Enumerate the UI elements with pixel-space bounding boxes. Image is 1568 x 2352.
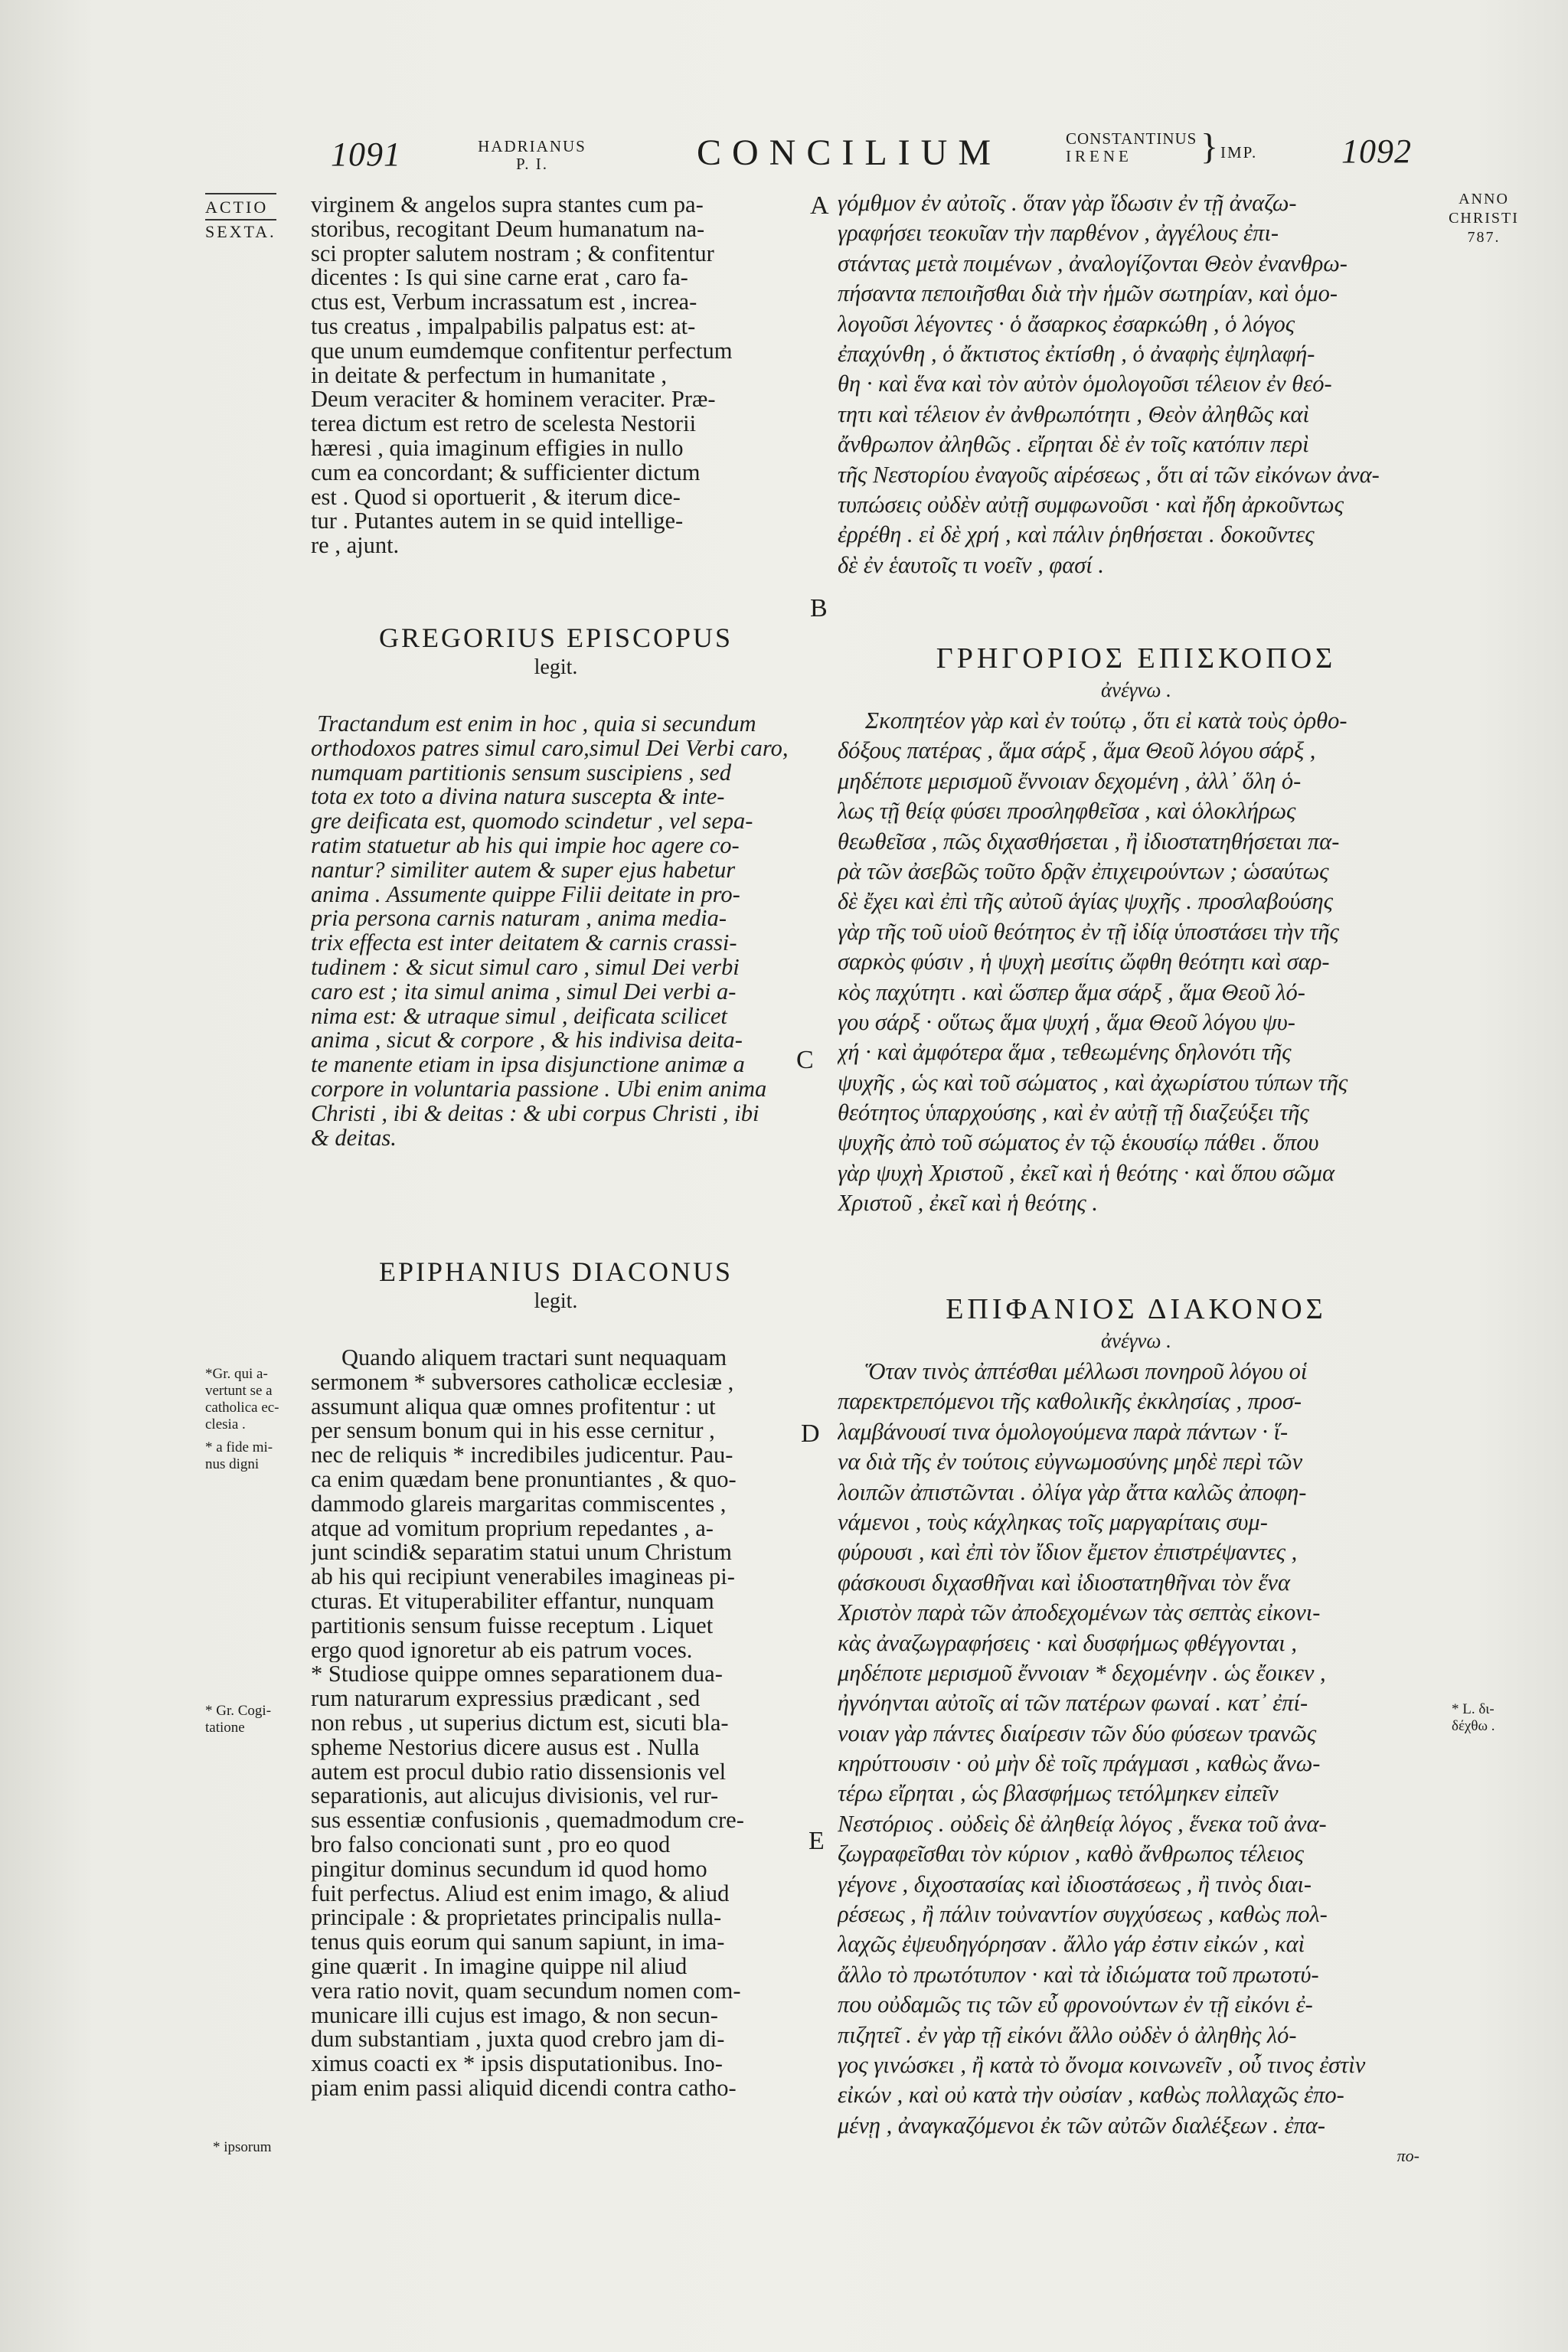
text-line: χή · καὶ ἀμφότερα ἅμα , τεθεωμένης δηλονότι τῆς	[838, 1039, 1292, 1066]
text-line: cturas. Et vituperabiliter effantur, nunquam	[311, 1589, 714, 1614]
text-line: cum ea concordant; & sufficienter dictum	[311, 460, 701, 485]
text-line: γος γινώσκει , ἢ κατὰ τὸ ὄνομα κοινωνεῖν , οὗ τινος ἐστὶν	[838, 2051, 1366, 2078]
text-line: τυπώσεις οὐδὲν αὐτῇ συμφωνοῦσι · καὶ ἤδη ἀρκοῦντως	[838, 491, 1344, 518]
text-line: autem est procul dubio ratio dissensionis vel	[311, 1759, 727, 1785]
anno-line: CHRISTI	[1449, 210, 1519, 227]
text-line: storibus, recogitant Deum humanatum na-	[311, 217, 705, 242]
text-line: vera ratio novit, quam secundum nomen com-	[311, 1978, 741, 2004]
header-irene: IRENE	[1066, 147, 1132, 165]
text-line: tudinem : & sicut simul caro , simul Dei verbi	[311, 955, 740, 980]
text-line: να διὰ τῆς ἐν τούτοις εὐγνωμοσύνης μηδὲ περὶ τῶν	[838, 1449, 1303, 1475]
text-line: ἄνθρωπον ἀληθῶς . εἴρηται δὲ ἐν τοῖς κατόπιν περὶ	[838, 431, 1309, 458]
subheading-epiphanius-latin: legit.	[534, 1289, 578, 1313]
text-line: sus essentiæ confusionis , quemadmodum cre-	[311, 1808, 744, 1833]
header-emperors	[1066, 130, 1202, 165]
text-line: λοιπῶν ἀπιστῶνται . ὀλίγα γὰρ ἄττα καλῶς ἀποφη-	[838, 1478, 1307, 1505]
text-line: δόξους πατέρας , ἅμα σάρξ , ἅμα Θεοῦ λόγου σάρξ ,	[838, 737, 1316, 764]
margin-note-right	[1452, 1701, 1494, 1735]
text-line: municare illi cujus est imago, & non secun-	[311, 2003, 718, 2028]
text-line: μηδέποτε μερισμοῦ ἔννοιαν δεχομένη , ἀλλ᾽ ὅλη ὁ-	[838, 767, 1302, 794]
margin-anno	[1438, 190, 1530, 247]
text-line: δὲ ἐν ἑαυτοῖς τι νοεῖν , φασί .	[838, 551, 1105, 578]
text-line: nec de reliquis * incredibiles judicentur. Pau-	[311, 1443, 733, 1468]
text-line: principale : & proprietates principalis nulla-	[311, 1906, 722, 1931]
section-letter-a: A	[810, 191, 829, 220]
text-line: Deum veraciter & hominem veraciter. Præ-	[311, 387, 716, 413]
text-line: gre deificata est, quomodo scindetur , vel sepa-	[311, 809, 753, 834]
text-line: trix effecta est inter deitatem & carnis crassi-	[311, 931, 737, 956]
text-line: τῆς Νεστορίου ἐναγοῦς αἱρέσεως , ὅτι αἱ τῶν εἰκόνων ἀνα-	[838, 461, 1380, 488]
note-line: clesia .	[205, 1416, 246, 1432]
latin-gregorius-text	[311, 712, 801, 1150]
note-line: vertunt se a	[205, 1383, 273, 1399]
text-line: Christi , ibi & deitas : & ubi corpus Christi , ibi	[311, 1101, 760, 1126]
section-letter-e: E	[808, 1827, 825, 1855]
catchword: πο-	[1396, 2146, 1419, 2166]
subheading-gregorius-greek: ἀνέγνω .	[1101, 678, 1171, 701]
text-line: γόμθμον ἐν αὐτοῖς . ὅταν γὰρ ἴδωσιν ἐν τῇ ἀναζω-	[838, 190, 1297, 216]
note-line: catholica ec-	[205, 1400, 279, 1416]
note-line: nus digni	[205, 1456, 260, 1472]
text-line: terea dictum est retro de scelesta Nestorii	[311, 412, 697, 436]
margin-actio	[205, 193, 276, 243]
text-line: numquam partitionis sensum suscipiens , sed	[311, 760, 731, 786]
header-hadrianus-sub: P. I.	[515, 155, 549, 173]
text-line: ab his qui recipiunt venerabiles imagineas pi-	[311, 1565, 735, 1589]
text-line: bro falso concionati sunt , pro eo quod	[311, 1832, 671, 1857]
text-line: te manente etiam in ipsa disjunctione animæ a	[311, 1053, 745, 1077]
text-line: tur . Putantes autem in se quid intellige-	[311, 509, 684, 534]
text-line: que unum eumdemque confitentur perfectum	[311, 338, 733, 364]
text-line: piam enim passi aliquid dicendi contra catho-	[311, 2076, 737, 2101]
text-line: ca enim quædam bene pronuntiantes , & quo-	[311, 1467, 737, 1492]
header-imp: IMP.	[1220, 143, 1258, 162]
text-line: assumunt aliqua quæ omnes profitentur : ut	[311, 1394, 716, 1419]
text-line: dammodo glareis margaritas commiscentes ,	[311, 1491, 727, 1517]
note-line: *Gr. qui a-	[205, 1366, 268, 1382]
text-line: γὰρ ψυχὴ Χριστοῦ , ἐκεῖ καὶ ἡ θεότης · καὶ ὅπου σῶμα	[838, 1159, 1335, 1186]
text-line: στάντας μετὰ ποιμένων , ἀναλογίζονται Θεὸν ἐνανθρω-	[838, 250, 1348, 276]
text-line: sermonem * subversores catholicæ ecclesiæ ,	[311, 1370, 734, 1395]
heading-epiphanius-greek: ΕΠΙΦΑΝΙΟΣ ΔΙΑΚΟΝΟΣ	[946, 1293, 1327, 1325]
heading-gregorius-greek: ΓΡΗΓΟΡΙΟΣ ΕΠΙΣΚΟΠΟΣ	[936, 642, 1337, 675]
text-line: γου σάρξ · οὕτως ἅμα ψυχή , ἅμα Θεοῦ λόγου ψυ-	[838, 1008, 1295, 1035]
text-line: Quando aliquem tractari sunt nequaquam	[341, 1346, 727, 1370]
text-line: θη · καὶ ἕνα καὶ τὸν αὐτὸν ὁμολογοῦσι τέλειον ἐν θεό-	[838, 371, 1332, 397]
text-line: ψυχῆς , ὡς καὶ τοῦ σώματος , καὶ ἀχωρίστου τύπων τῆς	[838, 1069, 1348, 1096]
text-line: ρὰ τῶν ἀσεβῶς τοῦτο δρᾷν ἐπιχειρούντων ; ὡσαύτως	[838, 858, 1329, 884]
text-line: * Studiose quippe omnes separationem dua-	[311, 1662, 723, 1687]
text-line: Νεστόριος . οὐδεὶς δὲ ἀληθείᾳ λόγος , ἕνεκα τοῦ ἀνα-	[838, 1810, 1327, 1837]
text-line: dum substantiam , juxta quod crebro jam di-	[311, 2027, 725, 2053]
text-line: ψυχῆς ἀπὸ τοῦ σώματος ἐν τῷ ἑκουσίῳ πάθει . ὅπου	[838, 1129, 1319, 1156]
text-line: φάσκουσι διχασθῆναι καὶ ἰδιοστατηθῆναι τὸν ἕνα	[838, 1569, 1290, 1596]
text-line: re , ajunt.	[311, 534, 400, 558]
text-line: παρεκτρεπόμενοι τῆς καθολικῆς ἐκκλησίας , προσ-	[838, 1388, 1302, 1415]
note-line: δέχθω .	[1452, 1718, 1495, 1734]
text-line: θεότητος ὑπαρχούσης , καὶ ἐν αὐτῇ τῇ διαζεύξει τῆς	[838, 1099, 1309, 1126]
text-line: est . Quod si oportuerit , & iterum dice-	[311, 485, 681, 510]
text-line: νάμενοι , τοὺς κάχληκας τοῖς μαργαρίταις συμ-	[838, 1508, 1268, 1535]
header-constantinus: CONSTANTINUS	[1066, 129, 1197, 148]
text-line: τητι καὶ τέλειον ἐν ἀνθρωπότητι , Θεὸν ἀληθῶς καὶ	[838, 400, 1310, 427]
actio-number: SEXTA.	[205, 219, 276, 243]
text-line: nantur? similiter autem & super ejus habetur	[311, 858, 736, 883]
margin-note-1	[205, 1366, 279, 1433]
text-line: ἠγνόηνται αὐτοῖς αἱ τῶν πατέρων φωναί . κατ᾽ ἐπί-	[838, 1690, 1308, 1717]
text-line: γέγονε , διχοστασίας καὶ ἰδιοστάσεως , ἢ τινὸς διαι-	[838, 1870, 1312, 1897]
text-line: virginem & angelos supra stantes cum pa-	[311, 193, 704, 217]
header-hadrianus	[475, 138, 590, 173]
note-line: * L. δι-	[1452, 1701, 1494, 1717]
text-line: θεωθεῖσα , πῶς διχασθήσεται , ἢ ἰδιοστατηθήσεται πα-	[838, 828, 1340, 854]
text-line: dicentes : Is qui sine carne erat , caro fa-	[311, 266, 688, 291]
text-line: non rebus , ut superius dictum est, sicuti bla-	[311, 1710, 729, 1736]
latin-intro	[311, 193, 801, 558]
text-line: εἰκών , καὶ οὐ κατὰ τὴν οὐσίαν , καθὼς πολλαχῶς ἐπο-	[838, 2082, 1344, 2109]
text-line: κὰς ἀναζωγραφήσεις · καὶ δυσφήμως φθέγγονται ,	[838, 1629, 1297, 1656]
section-letter-b: B	[810, 594, 828, 622]
margin-note-3	[205, 1703, 271, 1736]
text-line: γραφήσει τεοκυῖαν τὴν παρθένον , ἀγγέλους ἐπι-	[838, 220, 1279, 247]
page-number-right: 1092	[1341, 132, 1412, 170]
text-line: πιζητεῖ . ἐν γὰρ τῇ εἰκόνι ἄλλο οὐδὲν ὁ ἀληθὴς λό-	[838, 2021, 1297, 2048]
text-line: hæresi , quia imaginum effigies in nullo	[311, 436, 684, 461]
text-line: Χριστὸν παρὰ τῶν ἀποδεχομένων τὰς σεπτὰς εἰκονι-	[838, 1599, 1321, 1626]
text-line: σαρκὸς φύσιν , ἡ ψυχὴ μεσίτις ὤφθη θεότητι καὶ σαρ-	[838, 949, 1330, 975]
text-line: Σκοπητέον γὰρ καὶ ἐν τούτῳ , ὅτι εἰ κατὰ τοὺς ὀρθο-	[865, 707, 1348, 733]
greek-intro	[838, 188, 1435, 580]
text-line: tenus quis eorum qui sanum sapiunt, in ima-	[311, 1930, 725, 1955]
text-line: atque ad vomitum proprium repedantes , a-	[311, 1516, 714, 1541]
running-title: CONCILIUM	[697, 132, 1001, 173]
section-letter-c: C	[796, 1046, 814, 1074]
text-line: anima . Assumente quippe Filii deitate in pro-	[311, 882, 740, 907]
text-line: ἐρρέθη . εἰ δὲ χρή , καὶ πάλιν ῥηθήσεται . δοκοῦντες	[838, 521, 1315, 548]
note-line: tatione	[205, 1720, 245, 1736]
text-line: per sensum bonum qui in his esse cernitur ,	[311, 1419, 715, 1444]
anno-line: ANNO	[1459, 191, 1509, 207]
text-line: tota ex toto a divina natura suscepta & inte-	[311, 785, 725, 810]
text-line: partitionis sensum fuisse receptum . Liquet	[311, 1613, 714, 1638]
heading-gregorius-latin: GREGORIUS EPISCOPUS	[378, 622, 733, 653]
text-line: tus creatus , impalpabilis palpatus est: at-	[311, 314, 696, 339]
text-line: ρέσεως , ἢ πάλιν τοὐναντίον συγχύσεως , καθὼς πολ-	[838, 1901, 1328, 1928]
margin-note-4: * ipsorum	[213, 2139, 272, 2155]
text-line: λαμβάνουσί τινα ὁμολογούμενα παρὰ πάντων · ἵ-	[838, 1418, 1289, 1445]
text-line: δὲ ἔχει καὶ ἐπὶ τῆς αὐτοῦ ἁγίας ψυχῆς . προσλαβούσης	[838, 888, 1334, 915]
text-line: separationis, aut alicujus divisionis, vel rur-	[311, 1784, 719, 1809]
text-line: junt scindi& separatim statui unum Christum	[311, 1540, 732, 1566]
text-line: Χριστοῦ , ἐκεῖ καὶ ἡ θεότης .	[838, 1190, 1099, 1217]
text-line: λως τῇ θείᾳ φύσει προσληφθεῖσα , καὶ ὁλοκλήρως	[838, 798, 1296, 825]
greek-epiphanius-text	[838, 1357, 1435, 2171]
text-line: in deitate & perfectum in humanitate ,	[311, 363, 667, 388]
text-line: pingitur dominus secundum id quod homo	[311, 1857, 707, 1882]
section-letter-d: D	[801, 1419, 820, 1448]
text-line: ximus coacti ex * ipsis disputationibus. Ino-	[311, 2052, 723, 2076]
text-line: ratim statuetur ab his qui impie hoc agere co-	[311, 833, 740, 858]
brace-glyph: }	[1200, 126, 1219, 167]
text-line: κηρύττουσιν · οὐ μὴν δὲ τοῖς πράγμασι , καθὼς ἄνω-	[838, 1750, 1321, 1777]
text-line: anima , sicut & corpore , & his indivisa deita-	[311, 1028, 743, 1054]
text-line: Tractandum est enim in hoc , quia si secundum	[317, 712, 756, 737]
text-line: ἄλλο τὸ πρωτότυπον · καὶ τὰ ἰδιώματα τοῦ πρωτοτύ-	[838, 1961, 1319, 1988]
text-line: λαχῶς ἐψευδηγόρησαν . ἄλλο γάρ ἐστιν εἰκών , καὶ	[838, 1931, 1305, 1958]
greek-gregorius-text	[838, 706, 1435, 1219]
text-line: orthodoxos patres simul caro,simul Dei Verbi caro,	[311, 736, 789, 761]
text-line: nima est: & utraque simul , deificata scilicet	[311, 1004, 727, 1029]
text-line: corpore in voluntaria passione . Ubi enim anima	[311, 1076, 767, 1102]
text-line: νοιαν γὰρ πάντες διαίρεσιν τῶν δύο φύσεων τρανῶς	[838, 1720, 1317, 1746]
text-line: ζωγραφεῖσθαι τὸν κύριον , καθὸ ἄνθρωπος τέλειος	[838, 1841, 1305, 1867]
text-line: rum naturarum expressius prædicant , sed	[311, 1687, 701, 1711]
text-line: Ὅταν τινὸς ἀπτέσθαι μέλλωσι πονηροῦ λόγου οἱ	[865, 1358, 1308, 1384]
text-line: φύρουσι , καὶ ἐπὶ τὸν ἴδιον ἔμετον ἐπιστρέψαντες ,	[838, 1539, 1298, 1566]
text-line: μηδέποτε μερισμοῦ ἔννοιαν * δεχομένην . ὡς ἔοικεν ,	[838, 1659, 1326, 1686]
text-line: μένῃ , ἀναγκαζόμενοι ἐκ τῶν αὐτῶν διαλέξεων . ἐπα-	[838, 2112, 1326, 2138]
anno-line: 787.	[1467, 229, 1501, 246]
text-line: λογοῦσι λέγοντες · ὁ ἄσαρκος ἐσαρκώθη , ὁ λόγος	[838, 310, 1295, 337]
text-line: fuit perfectus. Aliud est enim imago, & aliud	[311, 1881, 730, 1906]
text-line: sci propter salutem nostram ; & confitentur	[311, 241, 714, 266]
text-line: ergo quod ignoretur ab eis patrum voces.	[311, 1638, 693, 1663]
latin-epiphanius-text	[311, 1346, 801, 2101]
subheading-epiphanius-greek: ἀνέγνω .	[1101, 1329, 1171, 1352]
note-line: * Gr. Cogi-	[205, 1703, 272, 1719]
text-line: τέρω εἴρηται , ὡς βλασφήμως τετόλμηκεν εἰπεῖν	[838, 1780, 1279, 1807]
text-line: ctus est, Verbum incrassatum est , increa-	[311, 290, 697, 315]
text-line: ἐπαχύνθη , ὁ ἄκτιστος ἐκτίσθη , ὁ ἀναφὴς ἐψηλαφή-	[838, 340, 1315, 367]
text-line: spheme Nestorius dicere ausus est . Nulla	[311, 1735, 700, 1760]
text-line: caro est ; ita simul anima , simul Dei verbi a-	[311, 979, 737, 1004]
text-line: κὸς παχύτητι . καὶ ὥσπερ ἅμα σάρξ , ἅμα Θεοῦ λό-	[838, 978, 1305, 1005]
text-line: που οὐδαμῶς τις τῶν εὖ φρονούντων ἐν τῇ εἰκόνι ἐ-	[838, 1991, 1313, 2018]
subheading-gregorius-latin: legit.	[534, 655, 578, 679]
actio-label: ACTIO	[205, 193, 276, 219]
note-line: * a fide mi-	[205, 1439, 273, 1455]
heading-epiphanius-latin: EPIPHANIUS DIACONUS	[378, 1256, 733, 1287]
header-hadrianus-name: HADRIANUS	[478, 137, 586, 155]
text-line: γὰρ τῆς τοῦ υἱοῦ θεότητος ἐν τῇ ἰδίᾳ ὑποστάσει τὴν τῆς	[838, 918, 1339, 945]
text-line: pria persona carnis naturam , anima media-	[311, 906, 727, 932]
text-line: & deitas.	[311, 1125, 397, 1151]
text-line: gine quærit . In imagine quippe nil aliud	[311, 1954, 688, 1979]
page-number-left: 1091	[331, 136, 401, 173]
text-line: πήσαντα πεποιῆσθαι διὰ τὴν ἡμῶν σωτηρίαν, καὶ ὁμο-	[838, 280, 1338, 307]
margin-note-2	[205, 1439, 273, 1473]
